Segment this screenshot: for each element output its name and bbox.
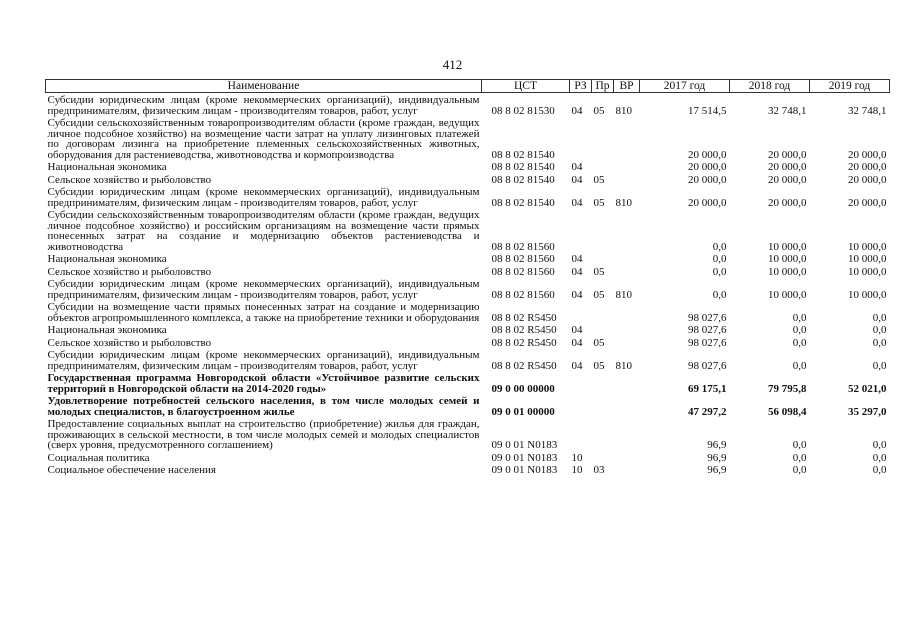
cell-2018: 10 000,0 (768, 265, 807, 278)
cell-pr: 05 (593, 196, 605, 209)
cell-rz: 04 (571, 336, 583, 349)
table-row (46, 371, 890, 394)
table-row (46, 252, 890, 265)
cell-cst: 08 8 02 81560 (491, 288, 555, 301)
cell-2017: 20 000,0 (688, 196, 727, 209)
cell-rz: 04 (571, 265, 583, 278)
cell-rz: 04 (571, 173, 583, 186)
cell-2017: 96,9 (707, 464, 727, 476)
header-pr: Пр (592, 80, 614, 93)
cell-2019: 35 297,0 (848, 405, 887, 418)
header-vr: ВР (614, 80, 640, 93)
cell-name: Национальная экономика (47, 324, 167, 336)
table-row (46, 160, 890, 173)
cell-2017: 98 027,6 (688, 311, 727, 324)
cell-2019: 0,0 (872, 324, 887, 336)
cell-cst: 09 0 01 N0183 (491, 451, 558, 464)
cell-cst: 08 8 02 81530 (491, 104, 555, 117)
cell-rz (570, 394, 592, 417)
cell-cst: 09 0 01 N0183 (491, 464, 558, 476)
header-cst: ЦСТ (482, 80, 570, 93)
cell-2017: 20 000,0 (688, 161, 727, 173)
cell-rz (570, 371, 592, 394)
cell-vr (614, 116, 640, 160)
cell-rz: 04 (571, 324, 583, 336)
cell-pr (592, 451, 614, 464)
cell-cst: 08 8 02 R5450 (491, 359, 557, 372)
cell-pr: 05 (593, 265, 605, 278)
cell-2017: 0,0 (712, 240, 727, 253)
cell-2017: 69 175,1 (688, 382, 727, 395)
cell-vr (614, 208, 640, 252)
cell-name: Государственная программа Новгородской области «Устойчивое развитие сельских территорий в Новгородской области на 2014-2020 годы» (47, 372, 480, 395)
cell-name: Субсидии сельскохозяйственным товаропроизводителям области (кроме граждан, ведущих личное подсобное хозяйство) и российским организациям на возмещение части прямых понесенных затрат на создание и модернизацию объектов растениеводства и животноводства (47, 209, 480, 253)
cell-vr: 810 (615, 196, 632, 209)
cell-2018: 32 748,1 (768, 104, 807, 117)
cell-pr (592, 208, 614, 252)
cell-2017: 98 027,6 (688, 336, 727, 349)
cell-pr (592, 323, 614, 336)
cell-2018: 0,0 (792, 336, 807, 349)
cell-name: Субсидии сельскохозяйственным товаропроизводителям области (кроме граждан, ведущих личное подсобное хозяйство) на возмещение части затрат на уплату лизинговых платежей по договорам лизинга на приобретение племенных сельскохозяйственных животных, оборудования для растениеводства, животноводства и кормопроизводства (47, 117, 480, 161)
cell-2019: 20 000,0 (848, 148, 887, 161)
cell-cst: 08 8 02 81560 (491, 253, 555, 265)
cell-2017: 0,0 (712, 288, 727, 301)
cell-vr: 810 (615, 359, 632, 372)
cell-vr (614, 160, 640, 173)
table-row (46, 336, 890, 349)
cell-rz (570, 116, 592, 160)
table-row (46, 451, 890, 464)
cell-name: Социальная политика (47, 451, 150, 464)
cell-cst: 08 8 02 81540 (491, 173, 555, 186)
table-row (46, 265, 890, 278)
cell-2018: 20 000,0 (768, 196, 807, 209)
cell-pr: 03 (593, 464, 605, 476)
cell-2018: 20 000,0 (768, 161, 807, 173)
cell-2019: 32 748,1 (848, 104, 887, 117)
cell-2018: 10 000,0 (768, 240, 807, 253)
cell-cst: 08 8 02 81540 (491, 148, 555, 161)
cell-2018: 0,0 (792, 311, 807, 324)
cell-2017: 96,9 (707, 439, 727, 451)
cell-2017: 20 000,0 (688, 173, 727, 186)
table-row (46, 394, 890, 417)
table-row (46, 185, 890, 208)
cell-2017: 98 027,6 (688, 359, 727, 372)
cell-cst: 08 8 02 81560 (491, 265, 555, 278)
cell-vr (614, 336, 640, 349)
cell-pr: 05 (593, 104, 605, 117)
cell-pr: 05 (593, 288, 605, 301)
table-header-row (46, 80, 890, 93)
cell-2018: 79 795,8 (768, 382, 807, 395)
cell-2018: 0,0 (792, 324, 807, 336)
header-2017: 2017 год (640, 80, 730, 93)
cell-pr: 05 (593, 173, 605, 186)
cell-cst: 08 8 02 R5450 (491, 311, 557, 324)
table-body (46, 93, 890, 476)
cell-name: Субсидии юридическим лицам (кроме некоммерческих организаций), индивидуальным предпринимателям, физическим лицам - производителям товаров, работ, услуг (47, 186, 480, 209)
cell-vr (614, 173, 640, 186)
cell-2018: 10 000,0 (768, 288, 807, 301)
cell-name: Национальная экономика (47, 253, 167, 265)
cell-pr (592, 417, 614, 451)
cell-2019: 0,0 (872, 439, 887, 451)
cell-rz: 04 (571, 288, 583, 301)
cell-2019: 0,0 (872, 451, 887, 464)
cell-2019: 0,0 (872, 336, 887, 349)
cell-rz: 10 (571, 451, 583, 464)
header-name: Наименование (46, 80, 482, 93)
cell-2019: 20 000,0 (848, 196, 887, 209)
cell-name: Сельское хозяйство и рыболовство (47, 336, 212, 349)
table-row (46, 208, 890, 252)
cell-vr (614, 252, 640, 265)
table-row (46, 116, 890, 160)
cell-cst: 08 8 02 81540 (491, 196, 555, 209)
cell-rz: 04 (571, 253, 583, 265)
table-row (46, 277, 890, 300)
cell-vr (614, 417, 640, 451)
cell-pr (592, 160, 614, 173)
cell-cst: 08 8 02 81560 (491, 240, 555, 253)
cell-2018: 0,0 (792, 439, 807, 451)
cell-pr (592, 252, 614, 265)
cell-vr: 810 (615, 288, 632, 301)
cell-2018: 0,0 (792, 359, 807, 372)
cell-name: Предоставление социальных выплат на строительство (приобретение) жилья для граждан, проживающих в сельской местности, в том числе молодых семей и молодых специалистов (сверх уровня, предусмотренного соглашением) (47, 418, 480, 451)
cell-cst: 08 8 02 R5450 (491, 324, 557, 336)
cell-2018: 20 000,0 (768, 148, 807, 161)
cell-2017: 0,0 (712, 253, 727, 265)
cell-name: Субсидии юридическим лицам (кроме некоммерческих организаций), индивидуальным предпринимателям, физическим лицам - производителям товаров, работ, услуг (47, 94, 480, 117)
cell-2018: 0,0 (792, 451, 807, 464)
table-row (46, 300, 890, 323)
cell-name: Субсидии юридическим лицам (кроме некоммерческих организаций), индивидуальным предпринимателям, физическим лицам - производителям товаров, работ, услуг (47, 278, 480, 301)
cell-2019: 52 021,0 (848, 382, 887, 395)
cell-vr (614, 463, 640, 476)
cell-name: Сельское хозяйство и рыболовство (47, 173, 212, 186)
cell-2019: 10 000,0 (848, 240, 887, 253)
cell-pr (592, 116, 614, 160)
cell-2017: 20 000,0 (688, 148, 727, 161)
cell-vr (614, 265, 640, 278)
cell-2018: 20 000,0 (768, 173, 807, 186)
cell-2018: 56 098,4 (768, 405, 807, 418)
cell-name: Сельское хозяйство и рыболовство (47, 265, 212, 278)
cell-vr (614, 451, 640, 464)
cell-name: Субсидии юридическим лицам (кроме некоммерческих организаций), индивидуальным предпринимателям, физическим лицам - производителям товаров, работ, услуг (47, 349, 480, 372)
cell-2019: 0,0 (872, 359, 887, 372)
cell-vr (614, 394, 640, 417)
cell-name: Национальная экономика (47, 161, 167, 173)
cell-2019: 20 000,0 (848, 173, 887, 186)
cell-cst: 09 0 00 00000 (491, 382, 555, 395)
cell-rz (570, 300, 592, 323)
cell-cst: 08 8 02 81540 (491, 161, 555, 173)
cell-2017: 96,9 (707, 451, 727, 464)
cell-2017: 0,0 (712, 265, 727, 278)
cell-rz: 10 (571, 464, 583, 476)
table-row (46, 348, 890, 371)
cell-rz: 04 (571, 359, 583, 372)
header-2019: 2019 год (810, 80, 890, 93)
cell-vr: 810 (615, 104, 632, 117)
cell-2019: 10 000,0 (848, 265, 887, 278)
table-row (46, 93, 890, 117)
cell-2018: 0,0 (792, 464, 807, 476)
table-row (46, 173, 890, 186)
header-rz: РЗ (570, 80, 592, 93)
cell-rz (570, 208, 592, 252)
budget-table (45, 79, 890, 476)
cell-cst: 08 8 02 R5450 (491, 336, 557, 349)
cell-2017: 47 297,2 (688, 405, 727, 418)
table-row (46, 463, 890, 476)
cell-rz (570, 417, 592, 451)
cell-2018: 10 000,0 (768, 253, 807, 265)
cell-pr: 05 (593, 359, 605, 372)
cell-2019: 20 000,0 (848, 161, 887, 173)
cell-vr (614, 323, 640, 336)
cell-vr (614, 300, 640, 323)
cell-rz: 04 (571, 104, 583, 117)
cell-pr (592, 371, 614, 394)
table-row (46, 323, 890, 336)
cell-name: Удовлетворение потребностей сельского населения, в том числе молодых семей и молодых специалистов, в благоустроенном жилье (47, 395, 480, 418)
cell-2019: 0,0 (872, 464, 887, 476)
header-2018: 2018 год (730, 80, 810, 93)
cell-rz: 04 (571, 196, 583, 209)
cell-name: Субсидии на возмещение части прямых понесенных затрат на создание и модернизацию объектов агропромышленного комплекса, а также на приобретение техники и оборудования (47, 301, 480, 324)
cell-cst: 09 0 01 N0183 (491, 439, 558, 451)
cell-pr (592, 394, 614, 417)
cell-2019: 0,0 (872, 311, 887, 324)
cell-2019: 10 000,0 (848, 253, 887, 265)
cell-pr: 05 (593, 336, 605, 349)
cell-2019: 10 000,0 (848, 288, 887, 301)
cell-cst: 09 0 01 00000 (491, 405, 555, 418)
cell-name: Социальное обеспечение населения (47, 464, 216, 476)
table-row (46, 417, 890, 451)
cell-vr (614, 371, 640, 394)
page-number: 412 (442, 57, 463, 72)
cell-rz: 04 (571, 161, 583, 173)
cell-2017: 98 027,6 (688, 324, 727, 336)
cell-2017: 17 514,5 (688, 104, 727, 117)
cell-pr (592, 300, 614, 323)
